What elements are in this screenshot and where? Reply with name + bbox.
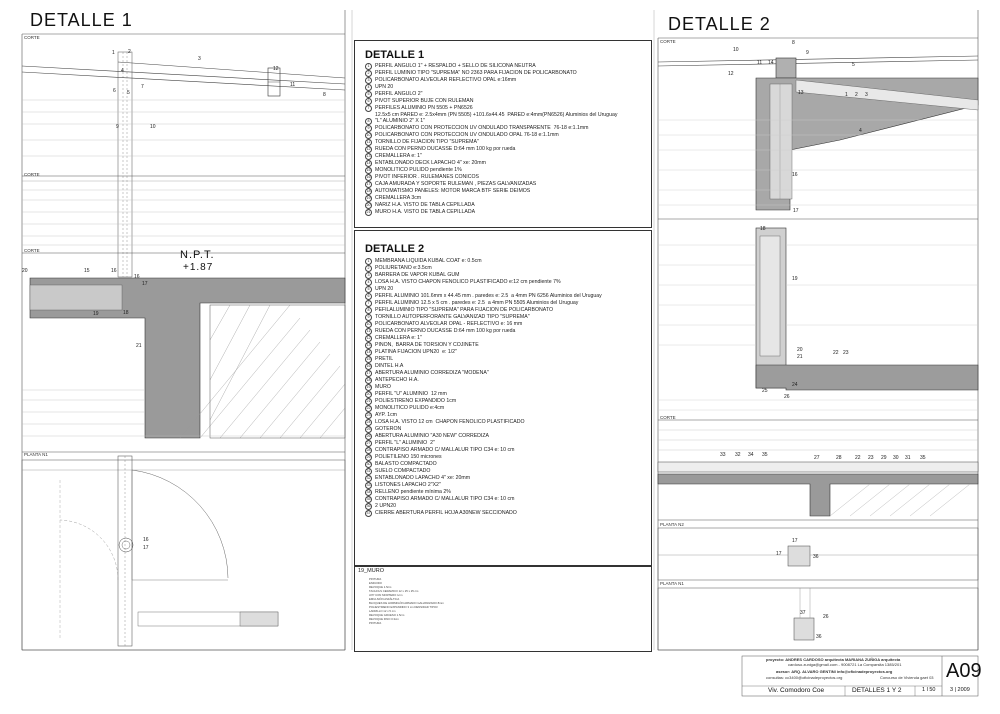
detalle2-legend-item-text: SUELO COMPACTADO <box>375 468 431 474</box>
detalle2-legend-item <box>365 454 645 461</box>
tb-date: 3 | 2009 <box>950 687 970 693</box>
muro-layer: PINTURA <box>369 621 382 625</box>
detalle2-legend-item-text: BALASTO COMPACTADO <box>375 461 437 467</box>
detalle1-legend-item <box>365 91 645 98</box>
tb-project-name: Viv. Comodoro Coe <box>768 687 825 694</box>
d2-row-31: 31 <box>905 455 911 461</box>
detalle1-legend-panel <box>354 40 652 228</box>
detalle2-legend-item-number: 6 <box>365 293 372 300</box>
d1-callout-12: 12 <box>273 66 279 72</box>
detalle1-legend-item-text: CREMALLERA e: 1" <box>375 153 422 160</box>
d2-callout-24: 24 <box>792 382 798 388</box>
d2-row-27: 27 <box>814 455 820 461</box>
detalle2-legend-item-number: 35 <box>366 497 371 501</box>
d2-callout-10: 10 <box>733 47 739 53</box>
detalle2-legend-item-text: RELLENO pendiente mínima 2% <box>375 489 451 495</box>
detalle2-legend-item <box>365 321 645 328</box>
detalle1-legend-item-text: TORNILLO DE FIJACION TIPO "SUPREMA" <box>375 139 479 146</box>
detalle2-legend-item-text: PERFIL ALUMINIO 12.5 x 5 cm . paredes e: 2.5 a 4mm PN 5505 Aluminios del Uruguay <box>375 300 579 306</box>
detalle1-legend-item-text: CAJA AMURADA Y SOPORTE RULEMAN , PIEZAS GALVANIZADAS <box>375 181 537 188</box>
detalle2-legend-item <box>365 391 645 398</box>
detalle2-legend-item <box>365 370 645 377</box>
detalle2-legend-item-text: RUEDA CON PERNO DUCASSE D:64 mm 100 kg por rueda <box>375 328 516 334</box>
detalle2-legend-item-number: 7 <box>365 300 372 307</box>
detalle2-legend-item-text: CONTRAPISO ARMADO C/ MALLALUR TIPO C34 e: 10 cm <box>375 447 515 453</box>
d1-plan-16: 16 <box>143 537 149 543</box>
detalle2-legend-item-number: 12 <box>366 336 371 340</box>
detalle2-legend-item-number: 10 <box>366 322 371 326</box>
muro-title: 19_MURO <box>358 568 384 574</box>
d1-callout-7: 7 <box>141 84 144 90</box>
d1-callout-19: 19 <box>93 311 99 317</box>
detalle2-legend-item-number: 23 <box>366 413 371 417</box>
detalle1-legend-item-text: MURO H.A. VISTO DE TABLA CEPILLADA <box>375 209 476 216</box>
detalle2-legend-item-text: DINTEL H.A <box>375 363 404 369</box>
detalle1-legend-title: DETALLE 1 <box>365 49 425 61</box>
d1-callout-3: 3 <box>198 56 201 62</box>
detalle1-legend-item-number: 5 <box>365 91 372 98</box>
detalle1-legend-item-text: CREMALLERA 3cm <box>375 195 422 202</box>
d2-callout-9: 9 <box>806 50 809 56</box>
d2-callout-19: 19 <box>792 276 798 282</box>
d2-row-33: 33 <box>720 452 726 458</box>
detalle1-legend-item-number: 6 <box>365 98 372 105</box>
detalle2-legend-item-number: 18 <box>366 378 371 382</box>
detalle1-legend-item <box>365 195 645 202</box>
muro-panel <box>354 566 652 652</box>
detalle2-legend-item <box>365 265 645 272</box>
d1-callout-16: 16 <box>134 274 140 280</box>
detalle2-legend-item-number: 16 <box>366 364 371 368</box>
d2-callout-8: 8 <box>792 40 795 46</box>
detalle2-legend-item-number: 9 <box>365 314 372 321</box>
d2-row-35b: 35 <box>920 455 926 461</box>
d2-row-29: 29 <box>881 455 887 461</box>
d2-callout-17: 17 <box>793 208 799 214</box>
tb-consultas: consultas: cc3400@oficinadeproyectos.org <box>766 675 843 680</box>
detalle2-legend-item-text: MONOLITICO PULIDO e:4cm <box>375 405 445 411</box>
detalle1-legend-item-text: POLICARBONATO ALVEOLAR REFLECTIVO OPAL e:16mm <box>375 77 517 83</box>
tb-scale: 1 l 50 <box>922 687 936 693</box>
detalle2-legend-item <box>365 412 645 419</box>
detalle2-legend-item <box>365 482 645 489</box>
tb-sheet-title: DETALLES 1 Y 2 <box>852 687 902 694</box>
detalle2-legend-item <box>365 335 645 342</box>
detalle1-legend-item-text: AUTOMATISMO PANELES: MOTOR MARCA BTF SERIE DEIMOS <box>375 188 531 195</box>
detalle2-legend-item-text: ENTABLONADO LAPACHO 4" xe: 20mm <box>375 475 471 481</box>
d2-callout-18: 18 <box>760 226 766 232</box>
detalle1-legend-item-number: 16 <box>366 175 371 180</box>
detalle1-legend-item <box>365 118 645 125</box>
detalle2-legend-panel <box>354 230 652 566</box>
detalle2-legend-item-text: LISTONES LAPACHO 2"X2" <box>375 482 441 488</box>
d2-callout-16: 16 <box>792 172 798 178</box>
detalle1-legend-item-number: 9 <box>365 125 372 132</box>
detalle2-legend-item-number: 8 <box>365 307 372 314</box>
detalle2-legend-item-number: 30 <box>366 462 371 466</box>
d2-row-35: 35 <box>762 452 768 458</box>
d2-callout-20: 20 <box>797 347 803 353</box>
detalle2-legend-item <box>365 419 645 426</box>
detalle1-legend-item <box>365 77 645 84</box>
d2-plan-36b: 36 <box>816 634 822 640</box>
detalle2-legend-item-text: PERFIL "L" ALUMINIO 2" <box>375 440 435 446</box>
d2-planta-n2: PLANTA N2 <box>660 522 684 527</box>
detalle2-legend-item <box>365 342 645 349</box>
muro-layer: PINTURA <box>369 577 382 581</box>
detalle1-legend-item-number: 3 <box>365 77 372 84</box>
d1-callout-10: 10 <box>150 124 156 130</box>
d2-plan-37: 37 <box>800 610 806 616</box>
d1-callout-16b: 16 <box>111 268 117 274</box>
detalle2-legend-item-number: 20 <box>366 392 371 396</box>
detalle2-legend-item-number: 29 <box>366 455 371 459</box>
detalle2-legend-item-text: MEMBRANA LIQUIDA KUBAL COAT e: 0.5cm <box>375 258 482 264</box>
d1-planta-n1: PLANTA N1 <box>24 452 48 457</box>
detalle2-legend-item-number: 26 <box>366 434 371 438</box>
d1-callout-15: 15 <box>84 268 90 274</box>
detalle2-legend-item-number: 32 <box>366 476 371 480</box>
d1-corte-2: CORTE <box>24 172 40 177</box>
detalle2-heading: DETALLE 2 <box>668 14 771 34</box>
d2-callout-21: 21 <box>797 354 803 360</box>
d1-callout-21: 21 <box>136 343 142 349</box>
detalle2-legend-item-text: ABERTURA ALUMINIO CORREDIZA "MODENA" <box>375 370 489 376</box>
detalle1-legend-item <box>365 146 645 153</box>
detalle2-legend-item <box>365 433 645 440</box>
d2-plan-26: 26 <box>823 614 829 620</box>
detalle1-legend-item-text: PERFIL ÁNGULO 2" <box>375 91 423 97</box>
d2-callout-23: 23 <box>843 350 849 356</box>
detalle2-legend-item <box>365 363 645 370</box>
detalle2-legend-item <box>365 468 645 475</box>
detalle1-legend-item-number: 17 <box>366 182 371 187</box>
muro-layer: TACHOLS CERAMICO 12 x 25 x 25 cm <box>369 589 419 593</box>
detalle1-legend-item <box>365 174 645 181</box>
d2-callout-3: 3 <box>865 92 868 98</box>
detalle1-legend-item-text: "L" ALUMINIO 2" X 1" <box>375 118 426 125</box>
d2-row-32: 32 <box>735 452 741 458</box>
d2-row-22: 22 <box>855 455 861 461</box>
detalle2-legend-item-number: 4 <box>365 279 372 286</box>
d2-callout-26: 26 <box>784 394 790 400</box>
detalle2-legend-item-number: 27 <box>366 441 371 445</box>
d1-corte-1: CORTE <box>24 35 40 40</box>
detalle2-legend-item-number: 14 <box>366 350 371 354</box>
detalle2-legend-item <box>365 356 645 363</box>
detalle2-legend-item-number: 25 <box>366 427 371 431</box>
d2-planta-n1: PLANTA N1 <box>660 581 684 586</box>
detalle2-legend-item-text: CREMALLERA e: 1" <box>375 335 422 341</box>
d1-callout-9: 9 <box>116 124 119 130</box>
detalle2-legend-item-number: 2 <box>365 265 372 272</box>
detalle1-legend-item-text: PIVOT INFERIOR . RULEMANES CÓNICOS <box>375 174 479 181</box>
detalle1-legend-item <box>365 125 645 132</box>
detalle2-legend-item-text: MURO <box>375 384 391 390</box>
detalle2-legend-item <box>365 286 645 293</box>
detalle1-legend-item-number: 1 <box>365 63 372 70</box>
d2-callout-5: 5 <box>852 62 855 68</box>
muro-layer: REVOQUE GRUESO 1.5cm <box>369 613 405 617</box>
detalle1-legend-item-number: 14 <box>366 161 371 166</box>
detalle2-legend-item <box>365 496 645 503</box>
muro-layer: AYP CON MORTERO 1cm <box>369 593 403 597</box>
d2-callout-12: 12 <box>728 71 734 77</box>
d2-plan-17b: 17 <box>776 551 782 557</box>
tb-asesor: asesor: ARQ. ALVARO GENTINI info@oficinadeproyectos.org <box>776 669 893 674</box>
detalle2-legend-item-text: LOSA H.A. VISTO CHAPON FENOLICO PLASTIFICADO e:12 cm pendiente 7% <box>375 279 561 285</box>
detalle1-legend-item-number: 15 <box>366 168 371 173</box>
d2-callout-22: 22 <box>833 350 839 356</box>
detalle2-legend-item <box>365 279 645 286</box>
detalle2-legend-item-number: 19 <box>366 385 371 389</box>
detalle2-legend-item <box>365 475 645 482</box>
d2-callout-11: 11 <box>757 60 763 66</box>
detalle2-legend-item-text: PLATINA FIJACION UPN20 e: 1/2" <box>375 349 457 355</box>
detalle2-legend-item-text: PEFILALUMINIO TIPO "SUPREMA" PARA FIJACIÓN DE POLICARBONATO <box>375 307 553 313</box>
d2-callout-4: 4 <box>859 128 862 134</box>
detalle2-legend-item <box>365 461 645 468</box>
d2-row-23: 23 <box>868 455 874 461</box>
detalle2-legend-item-number: 36 <box>366 504 371 508</box>
detalle1-legend-item-number: 20 <box>366 203 371 208</box>
d1-callout-20: 20 <box>22 268 28 274</box>
detalle1-legend-item <box>365 209 645 216</box>
muro-layer: LADRILLO 12 x 5 cm <box>369 609 396 613</box>
detalle1-legend-item-number: 21 <box>366 210 371 215</box>
tb-contact: cardoso.zuniga@gmail.com - 9008721 La Comparsita 1385/201 <box>788 662 902 667</box>
detalle1-legend-item-number: 11 <box>366 140 371 145</box>
d2-plan-36: 36 <box>813 554 819 560</box>
detalle1-legend-item-text: ENTABLONADO DECK LAPACHO 4" xe: 20mm <box>375 160 486 167</box>
detalle1-legend-item <box>365 70 645 77</box>
detalle2-legend-item <box>365 447 645 454</box>
detalle1-legend-item-number: 10 <box>366 133 371 138</box>
detalle2-legend-item-text: UPN 20 <box>375 286 394 292</box>
d1-callout-6: 6 <box>113 88 116 94</box>
detalle2-legend-item-number: 28 <box>366 448 371 452</box>
detalle2-legend-item-text: POLIETILENO 150 micrones <box>375 454 442 460</box>
d2-callout-25: 25 <box>762 388 768 394</box>
d2-row-34: 34 <box>748 452 754 458</box>
d1-callout-1: 1 <box>112 50 115 56</box>
detalle1-legend-item-number: 18 <box>366 189 371 194</box>
muro-layer-list <box>369 577 444 625</box>
d1-callout-11: 11 <box>290 82 296 88</box>
d1-callout-5: 5 <box>127 90 130 96</box>
d2-callout-13: 13 <box>798 90 804 96</box>
detalle2-legend-item <box>365 272 645 279</box>
muro-layer: BLOQUES DE HORMIGÓN ARMADO GALVANIZADO 8mm <box>369 601 444 605</box>
d1-callout-4: 4 <box>121 68 124 74</box>
d2-row-28: 28 <box>836 455 842 461</box>
detalle1-legend-item-number: 7 <box>365 105 372 112</box>
detalle2-legend-item <box>365 377 645 384</box>
detalle2-legend-item-number: 3 <box>365 272 372 279</box>
detalle1-legend-item <box>365 98 645 105</box>
detalle2-legend-item <box>365 503 645 510</box>
detalle1-legend-item-text: PIVOT SUPERIOR BUJE CON RULEMAN <box>375 98 474 104</box>
detalle2-legend-item-number: 17 <box>366 371 371 375</box>
detalle1-legend-item <box>365 63 645 70</box>
detalle1-legend-item-text: POLICARBONATO CON PROTECCION UV ONDULADO TRANSPARENTE 76-18 e:1.1mm <box>375 125 589 132</box>
d1-plan-17: 17 <box>143 545 149 551</box>
detalle2-legend-item-number: 22 <box>366 406 371 410</box>
detalle2-legend-item <box>365 384 645 391</box>
detalle1-legend-item-number: 8 <box>365 118 372 125</box>
detalle2-legend-item-text: 2 UPN20 <box>375 503 397 509</box>
detalle1-legend-item <box>365 132 645 139</box>
detalle1-heading: DETALLE 1 <box>30 10 133 30</box>
detalle1-legend-item-number: 2 <box>365 70 372 77</box>
detalle1-legend-item-text: PERFILES ALUMINIO PN 5505 + PN6526 12.5x5 cm PARED e: 2.5x4mm (PN 5505) +101.6x44.45 PARED e:4mm(PN6526) Aluminios del Uruguay <box>375 105 618 118</box>
detalle2-legend-item-number: 5 <box>365 286 372 293</box>
muro-layer: EMULSIÓN ASFÁLTICA <box>369 597 400 601</box>
detalle2-legend-item <box>365 293 645 300</box>
detalle2-legend-item <box>365 328 645 335</box>
detalle2-legend-item <box>365 258 645 265</box>
detalle2-legend-item-number: 33 <box>366 483 371 487</box>
detalle2-legend-item <box>365 349 645 356</box>
detalle1-legend-item <box>365 105 645 118</box>
detalle2-legend-item-number: 11 <box>366 329 371 333</box>
detalle2-legend-item-text: PERFIL "U" ALUMINIO 12 mm <box>375 391 447 397</box>
d2-callout-1: 1 <box>845 92 848 98</box>
tb-concurso: Concurso de Vivienda gaet 03 <box>880 675 934 680</box>
detalle2-legend-item <box>365 510 645 517</box>
tb-sheet-number: A09 <box>946 660 982 682</box>
d2-callout-2: 2 <box>855 92 858 98</box>
detalle2-legend-item-text: POLIURETANO e:3.5cm <box>375 265 432 271</box>
detalle2-legend-item-text: PIÑON, BARRA DE TORSIÓN Y COJINETE <box>375 342 479 348</box>
detalle2-legend-item <box>365 426 645 433</box>
d2-plan-17: 17 <box>792 538 798 544</box>
detalle2-legend-item-number: 13 <box>366 343 371 347</box>
muro-layer: POLIESTIRENO EXPANDIDO 3 cm DENSIDAD TIPO3 <box>369 605 438 609</box>
detalle1-legend-item <box>365 167 645 174</box>
muro-layer: REVOQUE FINO 0.3cm <box>369 617 399 621</box>
detalle2-legend-item-number: 21 <box>366 399 371 403</box>
detalle1-legend-item-number: 12 <box>366 147 371 152</box>
detalle1-legend-item-text: RUEDA CON PERNO DUCASSE D:64 mm 100 kg por rueda <box>375 146 516 153</box>
d1-corte-3: CORTE <box>24 248 40 253</box>
detalle1-legend-item-text: POLICARBONATO CON PROTECCION UV ONDULADO OPAL 76-18 e:1.1mm <box>375 132 559 139</box>
detalle1-legend-item <box>365 188 645 195</box>
detalle2-legend-item-number: 37 <box>366 511 371 515</box>
detalle2-legend-item-text: TORNILLO AUTOPERFORANTE GALVANIZAD TIPO "SUPREMA" <box>375 314 530 320</box>
detalle2-legend-list <box>365 258 645 517</box>
detalle2-legend-item-text: ANTEPECHO H.A. <box>375 377 419 383</box>
detalle2-legend-item-text: PRETIL <box>375 356 394 362</box>
detalle1-legend-item-number: 4 <box>365 84 372 91</box>
detalle1-legend-item <box>365 181 645 188</box>
npt-value: +1.87 <box>183 262 214 273</box>
detalle1-legend-item-text: PERFIL ÁNGULO 1" + RESPALDO + SELLO DE SILICONA NEUTRA <box>375 63 536 69</box>
detalle2-legend-item <box>365 314 645 321</box>
muro-layer: ENDUIDO <box>369 581 382 585</box>
detalle2-legend-item-text: LOSA H.A. VISTO 12 cm CHAPON FENÓLICO PLASTIFICADO <box>375 419 525 425</box>
detalle2-legend-item-text: CONTRAPISO ARMADO C/ MALLALUR TIPO C34 e: 10 cm <box>375 496 515 502</box>
detalle2-legend-item-text: CIERRE ABERTURA PERFIL HOJA A30NEW SECCIONADO <box>375 510 517 516</box>
detalle1-legend-item <box>365 84 645 91</box>
detalle2-legend-item <box>365 307 645 314</box>
detalle2-legend-item-text: GOTERON <box>375 426 402 432</box>
detalle2-legend-item-number: 34 <box>366 490 371 494</box>
detalle1-legend-item <box>365 153 645 160</box>
d2-corte-2: CORTE <box>660 415 676 420</box>
detalle2-legend-item-number: 15 <box>366 357 371 361</box>
detalle2-legend-item-text: ABERTURA ALUMINIO "A30 NEW" CORREDIZA <box>375 433 489 439</box>
detalle2-legend-item-text: POLIESTIRENO EXPANDIDO 1cm <box>375 398 457 404</box>
detalle2-legend-item <box>365 405 645 412</box>
detalle2-legend-item <box>365 440 645 447</box>
muro-layer: REVOQUE 1.5cm <box>369 585 392 589</box>
detalle2-legend-item <box>365 398 645 405</box>
detalle1-legend-list <box>365 63 645 216</box>
detalle1-legend-item-text: PERFIL LUMINIO TIPO "SUPREMA" NO 2363 PARA FIJACIÓN DE POLICARBONATO <box>375 70 577 76</box>
detalle2-legend-item-number: 24 <box>366 420 371 424</box>
d1-callout-8: 8 <box>323 92 326 98</box>
detalle1-legend-item-number: 19 <box>366 196 371 201</box>
detalle1-legend-item-text: UPN 20 <box>375 84 394 90</box>
detalle1-legend-item-text: NARIZ H.A. VISTO DE TABLA CEPILLADA <box>375 202 475 209</box>
d2-corte-1: CORTE <box>660 39 676 44</box>
detalle2-legend-item-text: AYP. 1cm <box>375 412 398 418</box>
tb-proyecto: proyecto: ANDRES CARDOSO arquitecta MARIANA ZUÑIGA arquitecta <box>766 657 901 662</box>
d2-row-30: 30 <box>893 455 899 461</box>
detalle1-legend-item-number: 13 <box>366 154 371 159</box>
detalle2-legend-item <box>365 489 645 496</box>
detalle2-legend-item <box>365 300 645 307</box>
detalle2-legend-title: DETALLE 2 <box>365 243 425 255</box>
detalle2-legend-item-text: POLICARBONATO ALVEOLAR OPAL - REFLECTIVO e: 16 mm <box>375 321 523 327</box>
d2-callout-14: 14 <box>768 60 774 66</box>
d1-callout-2: 2 <box>128 49 131 55</box>
d1-callout-17: 17 <box>142 281 148 287</box>
detalle2-legend-item-text: BARRERA DE VAPOR KUBAL GUM <box>375 272 460 278</box>
npt-label: N.P.T. <box>180 249 215 261</box>
detalle1-legend-item-text: MONOLITICO PULIDO pendiente 1% <box>375 167 462 174</box>
detalle1-legend-item <box>365 202 645 209</box>
detalle1-legend-item <box>365 160 645 167</box>
detalle2-legend-item-number: 1 <box>365 258 372 265</box>
detalle1-legend-item <box>365 139 645 146</box>
detalle2-legend-item-text: PERFIL ALUMINIO 101.6mm x 44.45 mm . paredes e: 2.5 a 4mm PN 6256 Aluminios del Uruguay <box>375 293 602 299</box>
d1-callout-18: 18 <box>123 310 129 316</box>
detalle2-legend-item-number: 31 <box>366 469 371 473</box>
